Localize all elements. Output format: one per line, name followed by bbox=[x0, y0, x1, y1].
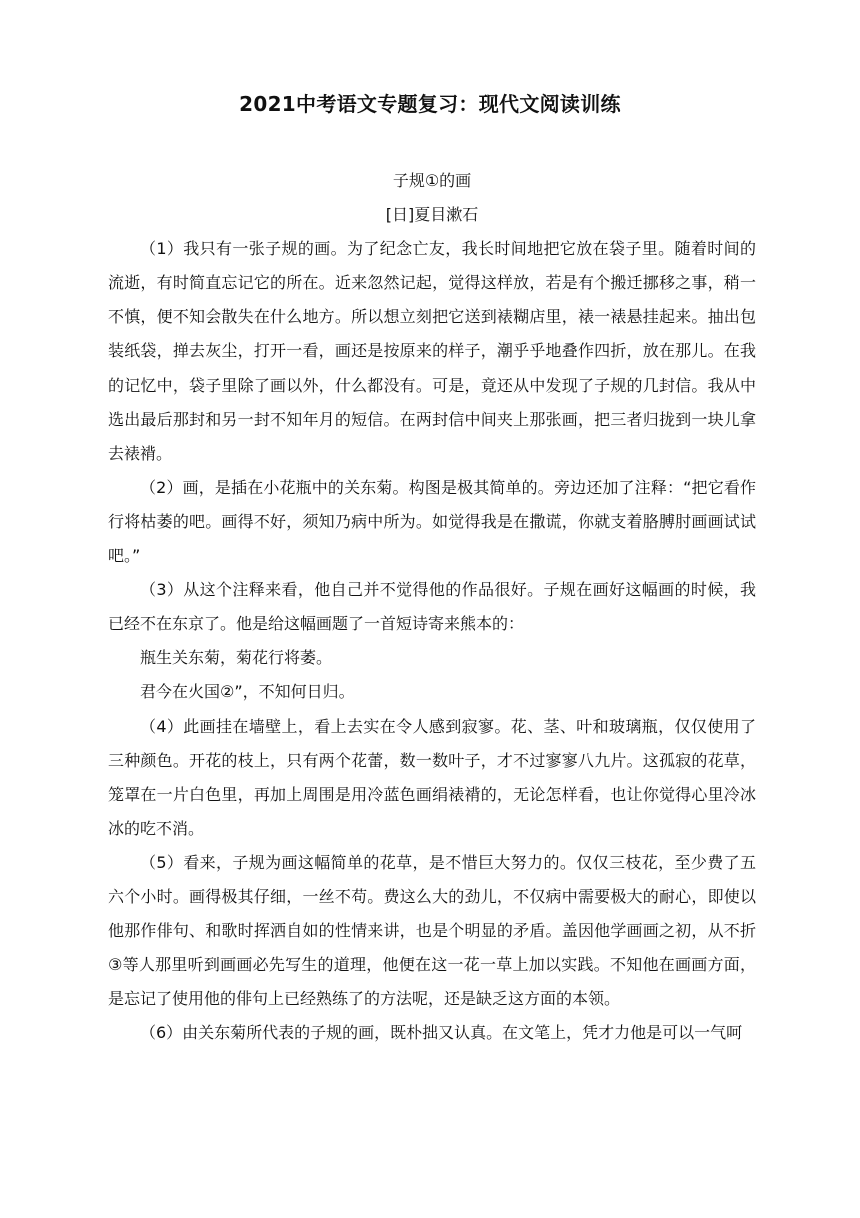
paragraph-5: （5）看来，子规为画这幅简单的花草，是不惜巨大努力的。仅仅三枝花，至少费了五六个小时。画得极其仔细，一丝不苟。费这么大的劲儿，不仅病中需要极大的耐心，即使以他那作俳句、和歌时挥洒自如的性情来讲，也是个明显的矛盾。盖因他学画画之初，从不折③等人那里听到画画必先写生的道理，他便在这一花一草上加以实践。不知他在画画方面，是忘记了使用他的俳句上已经熟练了的方法呢，还是缺乏这方面的本领。 bbox=[108, 852, 756, 1009]
article-author: [日]夏目漱石 bbox=[385, 205, 479, 225]
paragraph-6: （6）由关东菊所代表的子规的画，既朴拙又认真。在文笔上，凭才力他是可以一气呵 bbox=[140, 1023, 743, 1043]
article-body bbox=[108, 164, 756, 1050]
verse-line-2: 君今在火国②”，不知何日归。 bbox=[140, 682, 355, 702]
document-title: 2021中考语文专题复习：现代文阅读训练 bbox=[239, 92, 621, 116]
paragraph-4: （4）此画挂在墙壁上，看上去实在令人感到寂寥。花、茎、叶和玻璃瓶，仅仅使用了三种颜色。开花的枝上，只有两个花蕾，数一数叶子，才不过寥寥八九片。这孤寂的花草，笼罩在一片白色里，再加上周围是用冷蓝色画绢裱褙的，无论怎样看，也让你觉得心里冷冰冰的吃不消。 bbox=[108, 716, 756, 838]
verse-line-1: 瓶生关东菊，菊花行将萎。 bbox=[140, 648, 333, 668]
paragraph-3: （3）从这个注释来看，他自己并不觉得他的作品很好。子规在画好这幅画的时候，我已经不在东京了。他是给这幅画题了一首短诗寄来熊本的： bbox=[108, 580, 756, 634]
article-title: 子规①的画 bbox=[392, 171, 472, 190]
paragraph-1: （1）我只有一张子规的画。为了纪念亡友，我长时间地把它放在袋子里。随着时间的流逝，有时简直忘记它的所在。近来忽然记起，觉得这样放，若是有个搬迁挪移之事，稍一不慎，便不知会散失在什么地方。所以想立刻把它送到裱糊店里，裱一裱悬挂起来。抽出包装纸袋，掸去灰尘，打开一看，画还是按原来的样子，潮乎乎地叠作四折，放在那儿。在我的记忆中，袋子里除了画以外，什么都没有。可是，竟还从中发现了子规的几封信。我从中选出最后那封和另一封不知年月的短信。在两封信中间夹上那张画，把三者归拢到一块儿拿去裱褙。 bbox=[108, 239, 756, 463]
paragraph-2: （2）画，是插在小花瓶中的关东菊。构图是极其简单的。旁边还加了注释：“把它看作行将枯萎的吧。画得不好，须知乃病中所为。如觉得我是在撒谎，你就支着胳膊肘画画试试吧。” bbox=[108, 477, 756, 566]
